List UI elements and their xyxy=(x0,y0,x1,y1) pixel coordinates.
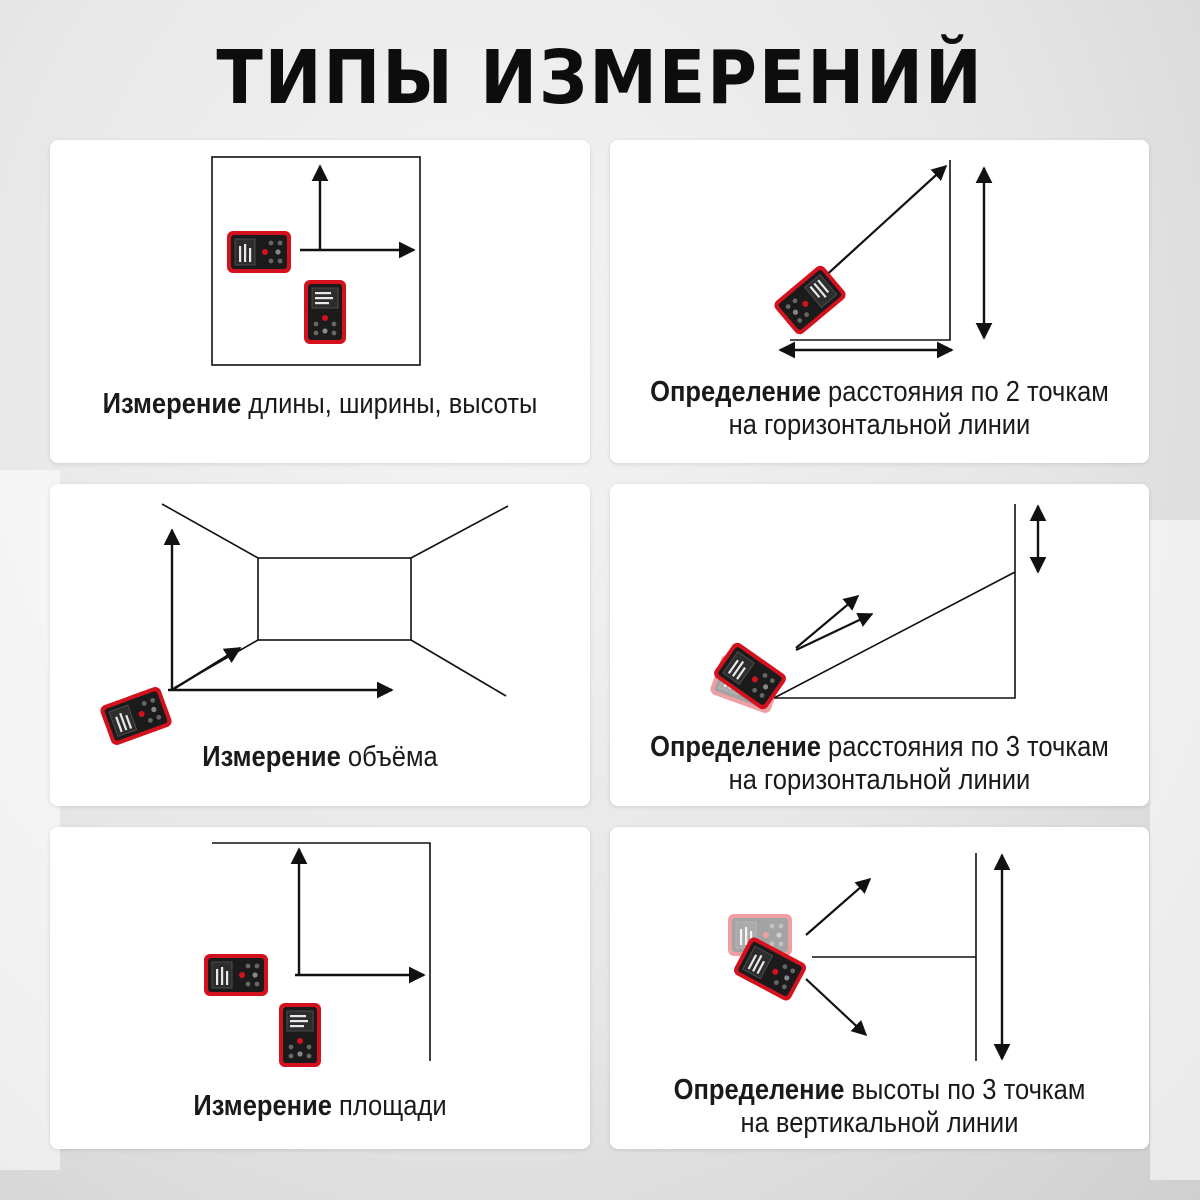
rangefinder-device xyxy=(227,231,291,273)
caption-bold: Измерение xyxy=(102,388,242,420)
card-area xyxy=(50,827,590,1149)
laser-arrow xyxy=(810,166,946,290)
caption-text: расстояния по 2 точкам xyxy=(820,376,1109,408)
room-edge xyxy=(411,506,508,558)
card-volume xyxy=(50,484,590,806)
rangefinder-device xyxy=(712,640,789,711)
page-title: ТИПЫ ИЗМЕРЕНИЙ xyxy=(216,35,984,121)
caption-area xyxy=(82,1090,557,1123)
triangle-base-wall xyxy=(774,504,1015,698)
caption-text: площади xyxy=(331,1090,447,1122)
caption-text: расстояния по 3 точкам xyxy=(820,731,1109,763)
background-streak xyxy=(1150,520,1200,1180)
caption-bold: Определение xyxy=(650,731,821,763)
caption-length-width-height xyxy=(82,388,557,421)
rangefinder-device xyxy=(279,1003,321,1067)
caption-text: длины, ширины, высоты xyxy=(241,388,538,420)
card-distance-2-points xyxy=(610,140,1149,463)
card-height-3-points xyxy=(610,827,1149,1149)
caption-distance-2-points xyxy=(642,376,1116,442)
laser-arrow xyxy=(796,614,872,650)
caption-line2: на горизонтальной линии xyxy=(728,764,1031,796)
caption-line2: на горизонтальной линии xyxy=(728,409,1031,441)
caption-bold: Определение xyxy=(673,1074,845,1106)
caption-distance-3-points xyxy=(642,731,1116,797)
laser-arrow xyxy=(796,596,858,648)
caption-line2: на вертикальной линии xyxy=(740,1107,1019,1139)
back-wall xyxy=(258,558,411,640)
caption-volume xyxy=(82,741,557,774)
card-length-width-height xyxy=(50,140,590,463)
card-distance-3-points xyxy=(610,484,1149,806)
room-edge xyxy=(411,640,506,696)
rangefinder-device xyxy=(204,954,268,996)
caption-height-3-points xyxy=(642,1074,1116,1140)
rangefinder-device xyxy=(772,263,848,336)
laser-arrow-down xyxy=(806,979,866,1035)
rangefinder-device xyxy=(99,685,174,746)
caption-bold: Определение xyxy=(650,376,821,408)
caption-text: объёма xyxy=(340,741,438,773)
caption-bold: Измерение xyxy=(202,741,341,773)
depth-arrow xyxy=(172,648,240,690)
caption-bold: Измерение xyxy=(193,1090,332,1122)
caption-text: высоты по 3 точкам xyxy=(844,1074,1086,1106)
room-edge xyxy=(162,504,258,558)
laser-arrow-up xyxy=(806,879,870,935)
rangefinder-device xyxy=(304,280,346,344)
